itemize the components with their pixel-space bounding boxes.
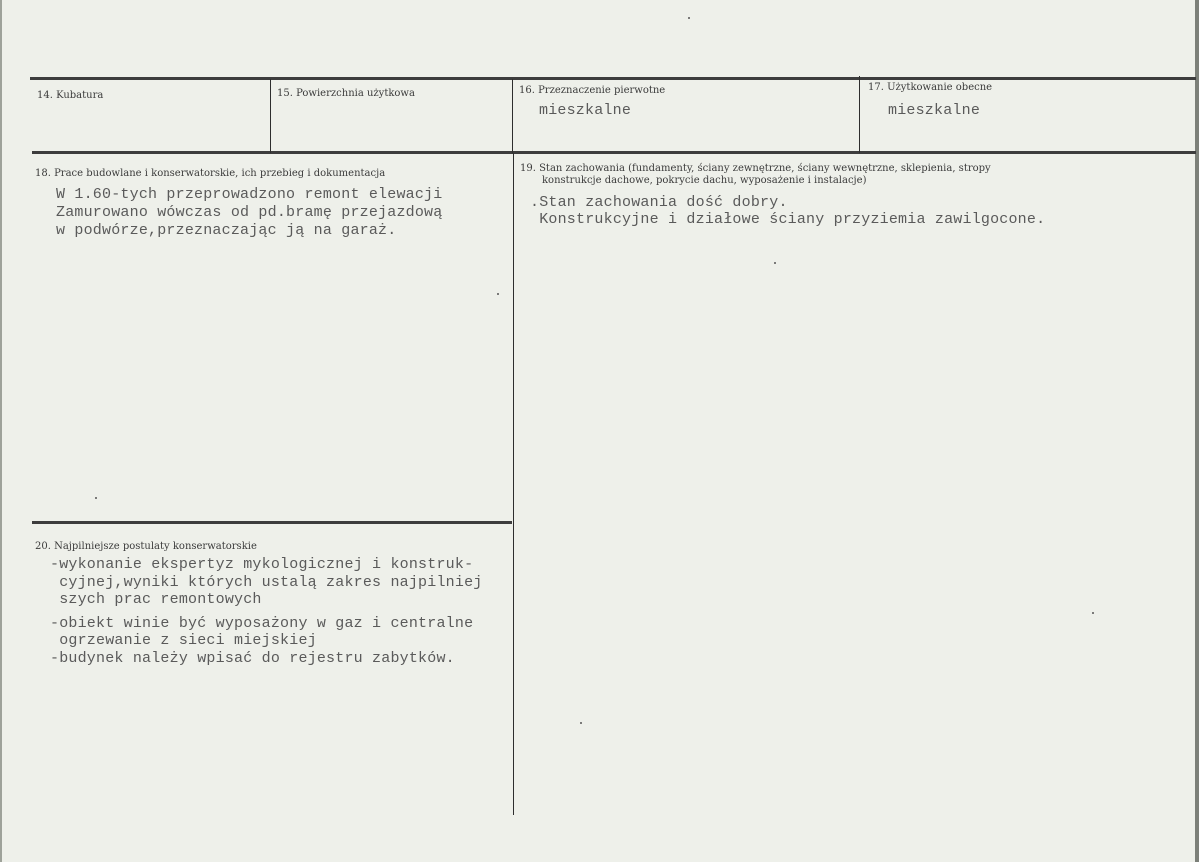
field-15-label: 15. Powierzchnia użytkowa <box>277 88 415 99</box>
field-18-line: W 1.60-tych przeprowadzono remont elewacji <box>56 186 443 203</box>
field-18-label: 18. Prace budowlane i konserwatorskie, ich przebieg i dokumentacja <box>35 168 386 179</box>
divider-18-19 <box>513 153 514 815</box>
paper-speck <box>580 722 582 724</box>
middle-rule <box>32 151 1196 154</box>
field-20-label: 20. Najpilniejsze postulaty konserwatorskie <box>35 541 257 552</box>
paper-speck <box>95 497 97 499</box>
top-rule <box>30 77 1196 80</box>
field-18-line: Zamurowano wówczas od pd.bramę przejazdową <box>56 204 443 221</box>
field-20-line: -wykonanie ekspertyz mykologicznej i konstruk- <box>50 556 474 573</box>
field-20-line: ogrzewanie z sieci miejskiej <box>50 632 317 649</box>
paper-speck <box>774 262 776 264</box>
field-18-line: w podwórze,przeznaczając ją na garaż. <box>56 222 397 239</box>
field-20-line: -budynek należy wpisać do rejestru zabytków. <box>50 650 455 667</box>
paper-speck <box>497 293 499 295</box>
paper-speck <box>688 17 690 19</box>
left-section-rule <box>32 521 512 524</box>
field-19-line: .Stan zachowania dość dobry. <box>530 194 788 211</box>
paper-speck <box>1092 612 1094 614</box>
field-17-label: 17. Użytkowanie obecne <box>868 82 993 93</box>
field-19-label-line1: 19. Stan zachowania (fundamenty, ściany zewnętrzne, ściany wewnętrzne, sklepienia, stropy <box>520 163 991 174</box>
field-20-line: szych prac remontowych <box>50 591 262 608</box>
divider-16-17 <box>859 76 860 153</box>
field-20-line: -obiekt winie być wyposażony w gaz i centralne <box>50 615 474 632</box>
field-14-label: 14. Kubatura <box>37 90 104 101</box>
field-16-label: 16. Przeznaczenie pierwotne <box>519 85 666 96</box>
divider-15-16 <box>512 79 513 153</box>
field-20-line: cyjnej,wyniki których ustalą zakres najpilniej <box>50 574 483 591</box>
field-19-line: Konstrukcyjne i działowe ściany przyziemia zawilgocone. <box>530 211 1046 228</box>
divider-14-15 <box>270 79 271 153</box>
field-17-value: mieszkalne <box>888 102 981 119</box>
field-19-label-line2: konstrukcje dachowe, pokrycie dachu, wyposażenie i instalacje) <box>542 175 867 186</box>
field-16-value: mieszkalne <box>539 102 632 119</box>
